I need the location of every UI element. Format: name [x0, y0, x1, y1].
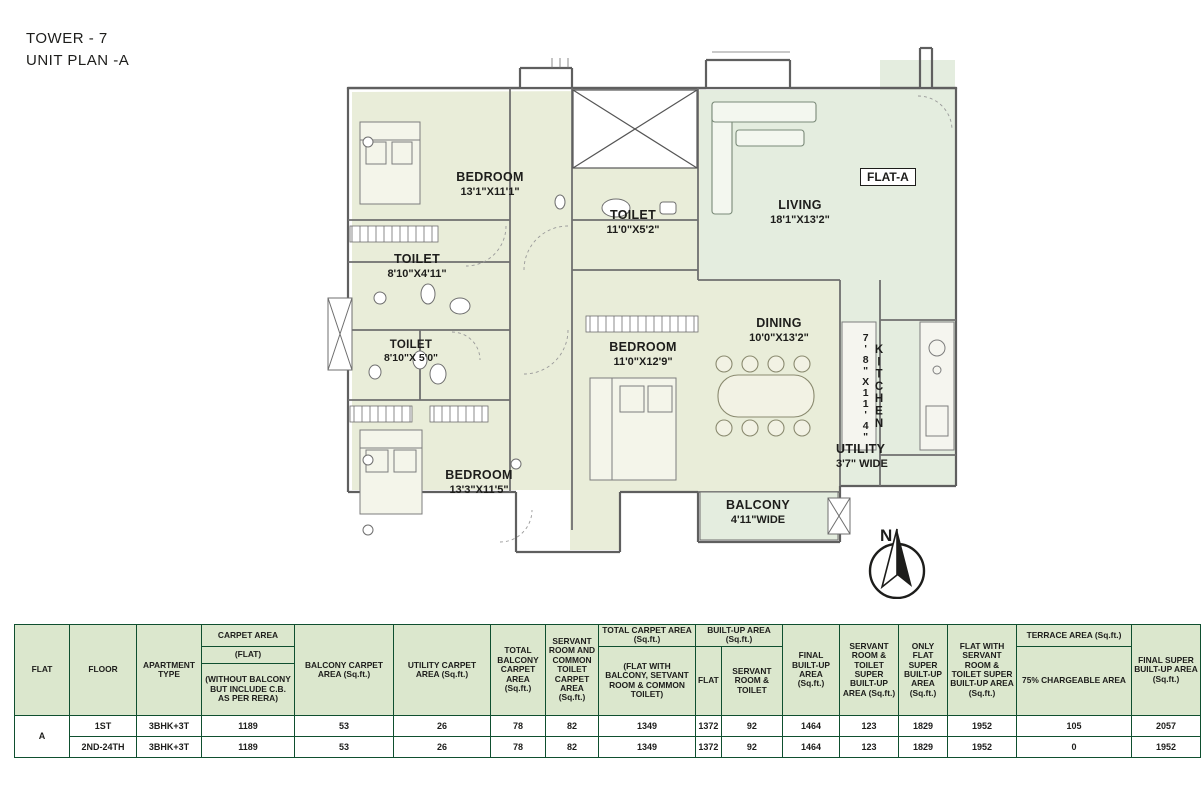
th-terrace-sub: 75% CHARGEABLE AREA	[1017, 646, 1132, 715]
th-servant-superbuiltup: SERVANT ROOM & TOILET SUPER BUILT-UP AREA (Sq.ft.)	[840, 625, 899, 716]
cell-builtup-flat: 1372	[696, 736, 722, 757]
flat-a-tag: FLAT-A	[860, 168, 916, 186]
th-terrace-group: TERRACE AREA (Sq.ft.)	[1017, 625, 1132, 647]
th-total-carpet-sub: (FLAT WITH BALCONY, SETVANT ROOM & COMMON TOILET)	[599, 646, 696, 715]
floor-plan	[320, 30, 980, 610]
cell-final-builtup: 1464	[783, 715, 840, 736]
cell-carpet-area: 1189	[202, 715, 295, 736]
th-only-flat-superbuiltup: ONLY FLAT SUPER BUILT-UP AREA (Sq.ft.)	[899, 625, 948, 716]
cell-builtup-flat: 1372	[696, 715, 722, 736]
th-builtup-group: BUILT-UP AREA (Sq.ft.)	[696, 625, 783, 647]
th-flat: FLAT	[15, 625, 70, 716]
room-label-toilet-3: TOILET 8'10"X 5'0"	[383, 339, 439, 365]
cell-terrace: 105	[1017, 715, 1132, 736]
th-carpet-area-sub: (FLAT)	[202, 646, 295, 663]
room-label-balcony: BALCONY 4'11"WIDE	[726, 498, 790, 526]
room-label-utility: UTILITY 3'7" WIDE	[836, 442, 888, 470]
th-balcony-carpet: BALCONY CARPET AREA (Sq.ft.)	[295, 625, 394, 716]
floor-plan-drawing	[320, 30, 980, 610]
cell-only-flat-superbuiltup: 1829	[899, 736, 948, 757]
cell-apartment-type: 3BHK+3T	[137, 736, 202, 757]
cell-balcony-carpet: 53	[295, 715, 394, 736]
th-servant-carpet: SERVANT ROOM AND COMMON TOILET CARPET AREA (Sq.ft.)	[546, 625, 599, 716]
room-label-bedroom-2: BEDROOM 11'0"X12'9"	[609, 340, 677, 368]
room-label-dining: DINING 10'0"X13'2"	[749, 316, 809, 344]
th-final-builtup: FINAL BUILT-UP AREA (Sq.ft.)	[783, 625, 840, 716]
cell-builtup-servant: 92	[721, 736, 782, 757]
table-row	[15, 736, 1201, 757]
cell-carpet-area: 1189	[202, 736, 295, 757]
cell-total-carpet: 1349	[599, 736, 696, 757]
area-statement-table	[14, 624, 1201, 758]
th-builtup-flat: FLAT	[696, 646, 722, 715]
table-body	[15, 715, 1201, 757]
room-label-bedroom-1: BEDROOM 13'1"X11'1"	[456, 170, 524, 198]
north-label: N	[880, 526, 893, 545]
cell-final-super-builtup: 2057	[1132, 715, 1201, 736]
cell-apartment-type: 3BHK+3T	[137, 715, 202, 736]
table-header-row-1	[15, 625, 1201, 647]
th-floor: FLOOR	[70, 625, 137, 716]
cell-final-builtup: 1464	[783, 736, 840, 757]
room-label-toilet-2: TOILET 8'10"X4'11"	[387, 252, 447, 280]
th-carpet-area-group: CARPET AREA	[202, 625, 295, 647]
th-builtup-servant: SERVANT ROOM & TOILET	[721, 646, 782, 715]
cell-terrace: 0	[1017, 736, 1132, 757]
cell-flat-with-servant-superbuiltup: 1952	[948, 715, 1017, 736]
cell-total-balcony-carpet: 78	[491, 736, 546, 757]
th-utility-carpet: UTILITY CARPET AREA (Sq.ft.)	[394, 625, 491, 716]
cell-flat: A	[15, 715, 70, 757]
compass-icon	[860, 525, 934, 599]
cell-balcony-carpet: 53	[295, 736, 394, 757]
cell-floor: 2ND-24TH	[70, 736, 137, 757]
cell-utility-carpet: 26	[394, 736, 491, 757]
room-label-toilet-1: TOILET 11'0"X5'2"	[606, 208, 660, 236]
tower-title: TOWER - 7	[26, 30, 108, 47]
room-label-bedroom-3: BEDROOM 13'3"X11'5"	[445, 468, 513, 496]
room-label-kitchen: KITCHEN 7'8"X11'4"	[859, 332, 885, 442]
cell-floor: 1ST	[70, 715, 137, 736]
cell-only-flat-superbuiltup: 1829	[899, 715, 948, 736]
th-carpet-area: (WITHOUT BALCONY BUT INCLUDE C.B. AS PER RERA)	[202, 663, 295, 715]
cell-total-carpet: 1349	[599, 715, 696, 736]
cell-total-balcony-carpet: 78	[491, 715, 546, 736]
cell-builtup-servant: 92	[721, 715, 782, 736]
unit-plan-title: UNIT PLAN -A	[26, 51, 130, 69]
cell-servant-carpet: 82	[546, 715, 599, 736]
th-apartment-type: APARTMENT TYPE	[137, 625, 202, 716]
cell-final-super-builtup: 1952	[1132, 736, 1201, 757]
cell-utility-carpet: 26	[394, 715, 491, 736]
cell-servant-superbuiltup: 123	[840, 736, 899, 757]
th-total-balcony-carpet: TOTAL BALCONY CARPET AREA (Sq.ft.)	[491, 625, 546, 716]
cell-servant-carpet: 82	[546, 736, 599, 757]
th-total-carpet-group: TOTAL CARPET AREA (Sq.ft.)	[599, 625, 696, 647]
title-block	[26, 28, 129, 72]
th-flat-with-servant-superbuiltup: FLAT WITH SERVANT ROOM & TOILET SUPER BUILT-UP AREA (Sq.ft.)	[948, 625, 1017, 716]
table-row	[15, 715, 1201, 736]
th-final-super-builtup: FINAL SUPER BUILT-UP AREA (Sq.ft.)	[1132, 625, 1201, 716]
cell-servant-superbuiltup: 123	[840, 715, 899, 736]
room-label-living: LIVING 18'1"X13'2"	[770, 198, 830, 226]
cell-flat-with-servant-superbuiltup: 1952	[948, 736, 1017, 757]
table-header	[15, 625, 1201, 716]
